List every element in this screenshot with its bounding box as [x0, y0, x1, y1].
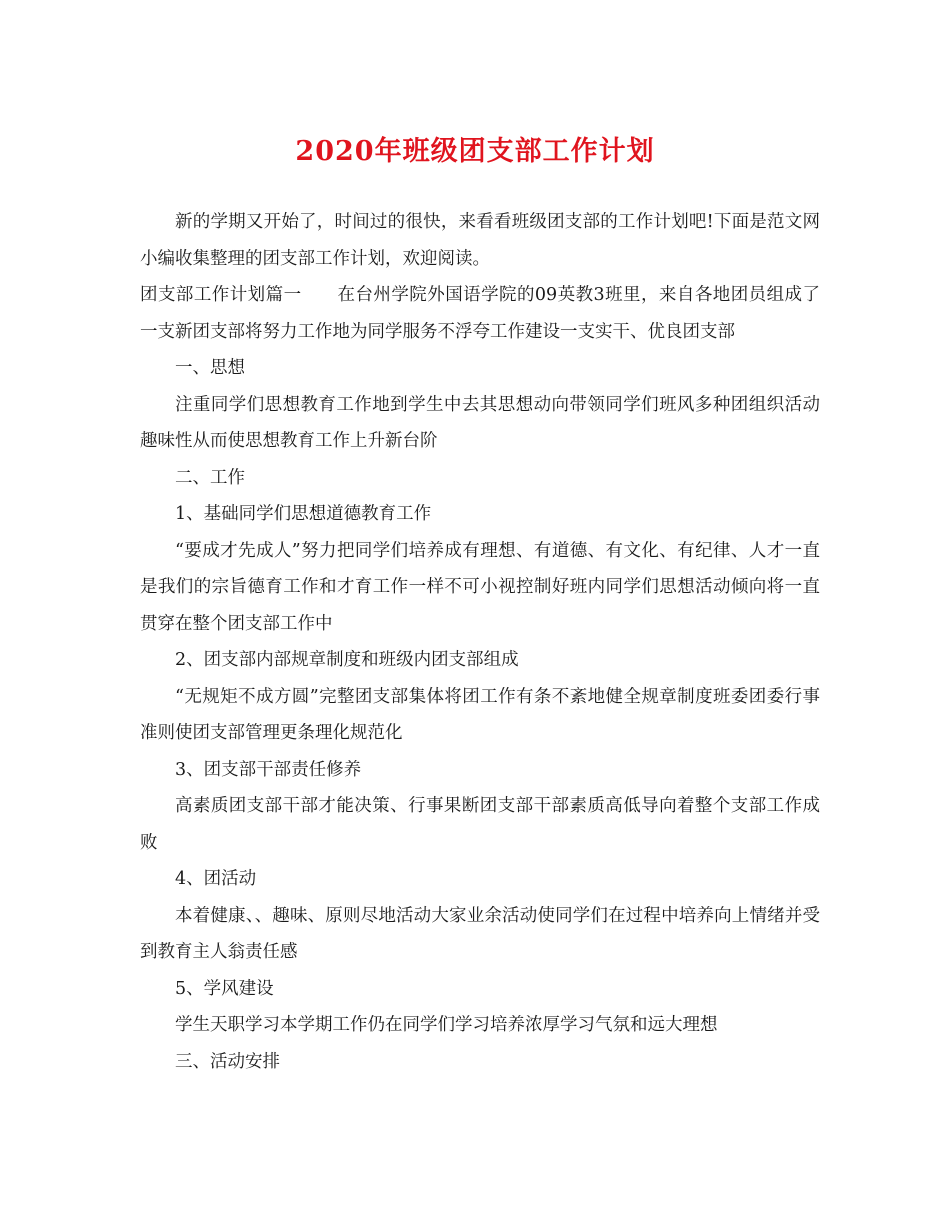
body-paragraph: “无规矩不成方圆”完整团支部集体将团工作有条不紊地健全规章制度班委团委行事准则使团支部管理更条理化规范化	[140, 686, 820, 743]
plan-one-heading: 团支部工作计划篇一	[140, 285, 302, 305]
plan-one-paragraph	[140, 277, 820, 350]
body-paragraph: 本着健康、、趣味、原则尽地活动大家业余活动使同学们在过程中培养向上情绪并受到教育主人翁责任感	[140, 905, 820, 962]
intro-paragraph: 新的学期又开始了，时间过的很快，来看看班级团支部的工作计划吧!下面是范文网小编收集整理的团支部工作计划，欢迎阅读。	[140, 212, 820, 269]
document-title: 2020年班级团支部工作计划	[295, 136, 655, 167]
subsection-heading: 5、学风建设	[175, 978, 274, 999]
subsection-heading: 1、基础同学们思想道德教育工作	[175, 504, 432, 524]
plan-one-text: 在台州学院外国语学院的09英教3班里，来自各地团员组成了一支新团支部将努力工作地为同学服务不浮夸工作建设一支实干、优良团支部	[140, 285, 820, 342]
section-heading: 二、工作	[175, 467, 245, 488]
subsection-heading: 4、团活动	[175, 869, 257, 889]
body-paragraph: 高素质团支部干部才能决策、行事果断团支部干部素质高低导向着整个支部工作成败	[140, 796, 820, 853]
section-heading: 三、活动安排	[175, 1051, 280, 1072]
body-paragraph: “要成才先成人”努力把同学们培养成有理想、有道德、有文化、有纪律、人才一直是我们的宗旨德育工作和才育工作一样不可小视控制好班内同学们思想活动倾向将一直贯穿在整个团支部工作中	[140, 540, 820, 634]
section-heading: 一、思想	[175, 358, 245, 378]
body-paragraph: 注重同学们思想教育工作地到学生中去其思想动向带领同学们班风多种团组织活动趣味性从而使思想教育工作上升新台阶	[140, 394, 820, 451]
subsection-heading: 3、团支部干部责任修养	[175, 759, 362, 780]
document-body	[140, 204, 820, 1080]
body-paragraph: 学生天职学习本学期工作仍在同学们学习培养浓厚学习气氛和远大理想	[175, 1015, 718, 1035]
subsection-heading: 2、团支部内部规章制度和班级内团支部组成	[175, 650, 519, 670]
